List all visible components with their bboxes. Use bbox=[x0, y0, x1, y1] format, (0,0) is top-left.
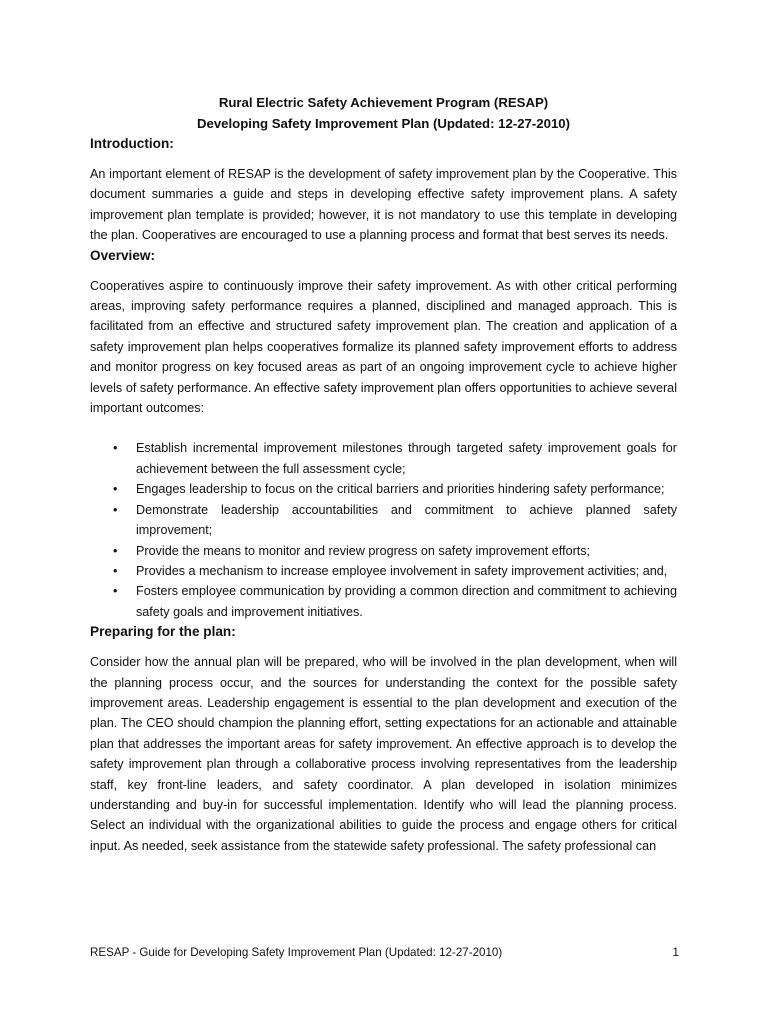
list-item bbox=[90, 438, 677, 479]
list-item bbox=[90, 561, 677, 581]
list-item-text: Engages leadership to focus on the critical barriers and priorities hindering safety performance; bbox=[136, 482, 665, 497]
preparing-paragraph: Consider how the annual plan will be prepared, who will be involved in the plan development, when will the planning process occur, and the sources for understanding the context for the possible safety improvement areas. Leadership engagement is essential to the plan development and execution of the plan. The CEO should champion the planning effort, setting expectations for an actionable and attainable plan that addresses the important areas for safety improvement. An effective approach is to develop the safety improvement plan through a collaborative process involving representatives from the leadership staff, key front-line leaders, and safety coordinator. A plan developed in isolation minimizes understanding and buy-in for successful implementation. Identify who will lead the planning process. Select an individual with the organizational abilities to guide the process and engage others for critical input. As needed, seek assistance from the statewide safety professional. The safety professional can bbox=[90, 655, 677, 853]
bullet-icon: • bbox=[113, 441, 118, 456]
list-item-text: Establish incremental improvement milestones through targeted safety improvement goals for achievement between the full assessment cycle; bbox=[136, 441, 677, 476]
overview-paragraph: Cooperatives aspire to continuously improve their safety improvement. As with other critical performing areas, improving safety performance requires a planned, disciplined and managed approach. This is facilitated from an effective and structured safety improvement plan. The creation and application of a safety improvement plan helps cooperatives formalize its planned safety improvement efforts to address and monitor progress on key focused areas as part of an ongoing improvement cycle to achieve higher levels of safety performance. An effective safety improvement plan offers opportunities to achieve several important outcomes: bbox=[90, 278, 677, 416]
introduction-paragraph: An important element of RESAP is the development of safety improvement plan by the Cooperative. This document summaries a guide and steps in developing effective safety improvement plans. A safety improvement plan template is provided; however, it is not mandatory to use this template in developing the plan. Cooperatives are encouraged to use a planning process and format that best serves its needs. bbox=[90, 167, 677, 243]
bullet-icon: • bbox=[113, 563, 118, 578]
document-body bbox=[90, 92, 677, 856]
document-title bbox=[90, 92, 677, 134]
bullet-icon: • bbox=[113, 482, 118, 497]
list-item bbox=[90, 500, 677, 541]
list-item bbox=[90, 581, 677, 622]
list-item bbox=[90, 479, 677, 499]
title-line-program: Rural Electric Safety Achievement Program (RESAP) bbox=[218, 95, 549, 110]
list-item-text: Provides a mechanism to increase employee involvement in safety improvement activities; and, bbox=[136, 563, 668, 578]
outcomes-list bbox=[90, 438, 677, 622]
preparing-heading: Preparing for the plan: bbox=[90, 624, 236, 640]
overview-heading: Overview: bbox=[90, 247, 155, 263]
bullet-icon: • bbox=[113, 584, 118, 599]
bullet-icon: • bbox=[113, 502, 118, 517]
bullet-icon: • bbox=[113, 543, 118, 558]
introduction-heading: Introduction: bbox=[90, 136, 174, 151]
footer-title: RESAP - Guide for Developing Safety Improvement Plan (Updated: 12-27-2010) bbox=[90, 946, 503, 959]
title-line-subject: Developing Safety Improvement Plan (Updated: 12-27-2010) bbox=[196, 116, 571, 131]
list-item-text: Demonstrate leadership accountabilities and commitment to achieve planned safety improvement; bbox=[136, 502, 677, 538]
list-item-text: Provide the means to monitor and review progress on safety improvement efforts; bbox=[136, 543, 591, 558]
list-item bbox=[90, 541, 677, 561]
list-item-text: Fosters employee communication by providing a common direction and commitment to achieving safety goals and improvement initiatives. bbox=[136, 584, 677, 619]
page-number: 1 bbox=[672, 946, 679, 959]
